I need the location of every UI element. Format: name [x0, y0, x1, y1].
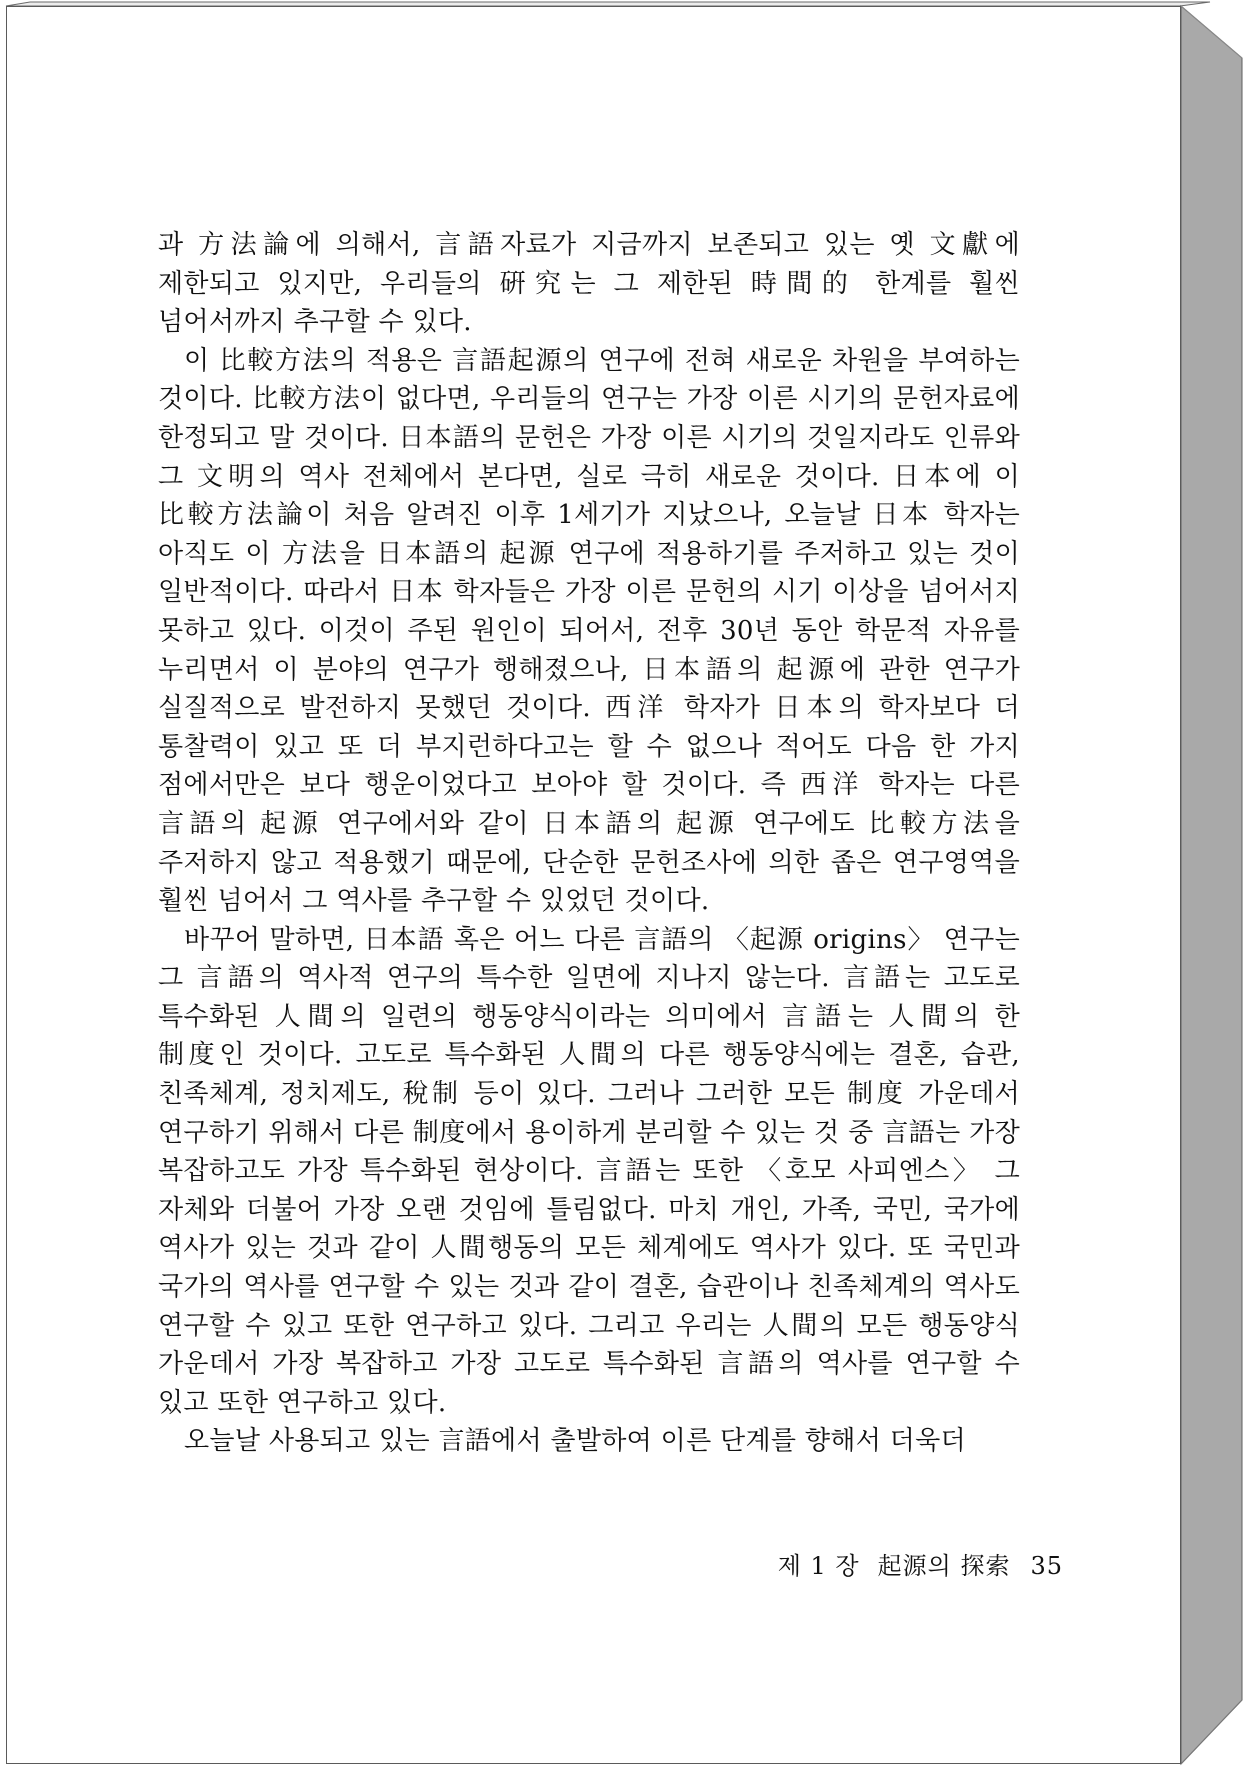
paragraph-3: 바꾸어 말하면, 日本語 혹은 어느 다른 言語의 〈起源 origins〉 연구는 그 言語의 역사적 연구의 특수한 일면에 지나지 않는다. 言語는 고도로 특수화된 人間의 일련의 행동양식이라는 의미에서 言語는 人間의 한 制度인 것이다. 고도로 특수화된 人間의 다른 행동양식에는 결혼, 습관, 친족체계, 정치제도, 稅制 등이 있다. 그러나 그러한 모든 制度 가운데서 연구하기 위해서 다른 制度에서 용이하게 분리할 수 있는 것 중 言語는 가장 복잡하고도 가장 특수화된 현상이다. 言語는 또한 〈호모 사피엔스〉 그 자체와 더불어 가장 오랜 것임에 틀림없다. 마치 개인, 가족, 국민, 국가에 역사가 있는 것과 같이 人間행동의 모든 체계에도 역사가 있다. 또 국민과 국가의 역사를 연구할 수 있는 것과 같이 결혼, 습관이나 친족체계의 역사도 연구할 수 있고 또한 연구하고 있다. 그리고 우리는 人間의 모든 행동양식 가운데서 가장 복잡하고 가장 고도로 특수화된 言語의 역사를 연구할 수 있고 또한 연구하고 있다.: [158, 924, 1020, 1418]
book-side-edge: [1181, 6, 1242, 1764]
paragraph-2: 이 比較方法의 적용은 言語起源의 연구에 전혀 새로운 차원을 부여하는 것이다. 比較方法이 없다면, 우리들의 연구는 가장 이른 시기의 문헌자료에 한정되고 말 것이다. 日本語의 문헌은 가장 이른 시기의 것일지라도 인류와 그 文明의 역사 전체에서 본다면, 실로 극히 새로운 것이다. 日本에 이 比較方法論이 처음 알려진 이후 1세기가 지났으나, 오늘날 日本 학자는 아직도 이 方法을 日本語의 起源 연구에 적용하기를 주저하고 있는 것이 일반적이다. 따라서 日本 학자들은 가장 이른 문헌의 시기 이상을 넘어서지 못하고 있다. 이것이 주된 원인이 되어서, 전후 30년 동안 학문적 자유를 누리면서 이 분야의 연구가 행해졌으나, 日本語의 起源에 관한 연구가 실질적으로 발전하지 못했던 것이다. 西洋 학자가 日本의 학자보다 더 통찰력이 있고 또 더 부지런하다고는 할 수 없으나 적어도 다음 한 가지 점에서만은 보다 행운이었다고 보아야 할 것이다. 즉 西洋 학자는 다른 言語의 起源 연구에서와 같이 日本語의 起源 연구에도 比較方法을 주저하지 않고 적용했기 때문에, 단순한 문헌조사에 의한 좁은 연구영역을 훨씬 넘어서 그 역사를 추구할 수 있었던 것이다.: [158, 345, 1020, 917]
paragraph-1: 과 方法論에 의해서, 言語자료가 지금까지 보존되고 있는 옛 文獻에 제한되고 있지만, 우리들의 硏究는 그 제한된 時間的 한계를 훨씬 넘어서까지 추구할 수 있다.: [158, 230, 1020, 338]
body-text: [158, 226, 1020, 1461]
footer-chapter: 제 1 장: [777, 1552, 860, 1580]
paragraph-4: 오늘날 사용되고 있는 言語에서 출발하여 이른 단계를 향해서 더욱더: [184, 1426, 966, 1457]
running-footer: [778, 1546, 1063, 1581]
page-number: 35: [1030, 1552, 1063, 1580]
footer-title: 起源의 探索: [877, 1552, 1011, 1580]
